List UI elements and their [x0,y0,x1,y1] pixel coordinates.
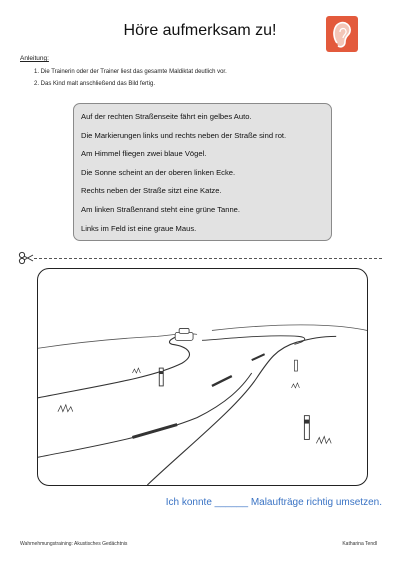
dictation-line: Die Markierungen links und rechts neben der Straße sind rot. [81,130,287,140]
scissors-icon [18,251,34,265]
page-title: Höre aufmerksam zu! [123,22,277,39]
dictation-line: Auf der rechten Straßenseite fährt ein gelbes Auto. [81,112,252,121]
drawing-area[interactable] [37,268,368,486]
dictation-box [73,103,332,241]
dictation-line: Am Himmel fliegen zwei blaue Vögel. [81,149,207,159]
cut-line [34,258,382,259]
result-text: Ich konnte ______ Malaufträge richtig umsetzen. [165,497,382,508]
dictation-line: Am linken Straßenrand steht eine grüne Tanne. [81,204,241,214]
ear-icon [326,16,358,52]
instructions-steps [34,66,227,90]
instruction-step: 1. Die Trainerin oder der Trainer liest das gesamte Maldiktat deutlich vor. [34,69,227,75]
footer-right: Katharina Tendl [342,541,377,547]
instructions-heading: Anleitung: [20,55,49,62]
instruction-step: 2. Das Kind malt anschließend das Bild fertig. [34,81,156,87]
dictation-line: Die Sonne scheint an der oberen linken Ecke. [81,167,236,177]
dictation-line: Rechts neben der Straße sitzt eine Katze. [81,186,222,196]
dictation-line: Links im Feld ist eine graue Maus. [81,223,197,233]
footer-left: Wahrnehmungstraining: Akustisches Gedächtnis [20,541,128,547]
